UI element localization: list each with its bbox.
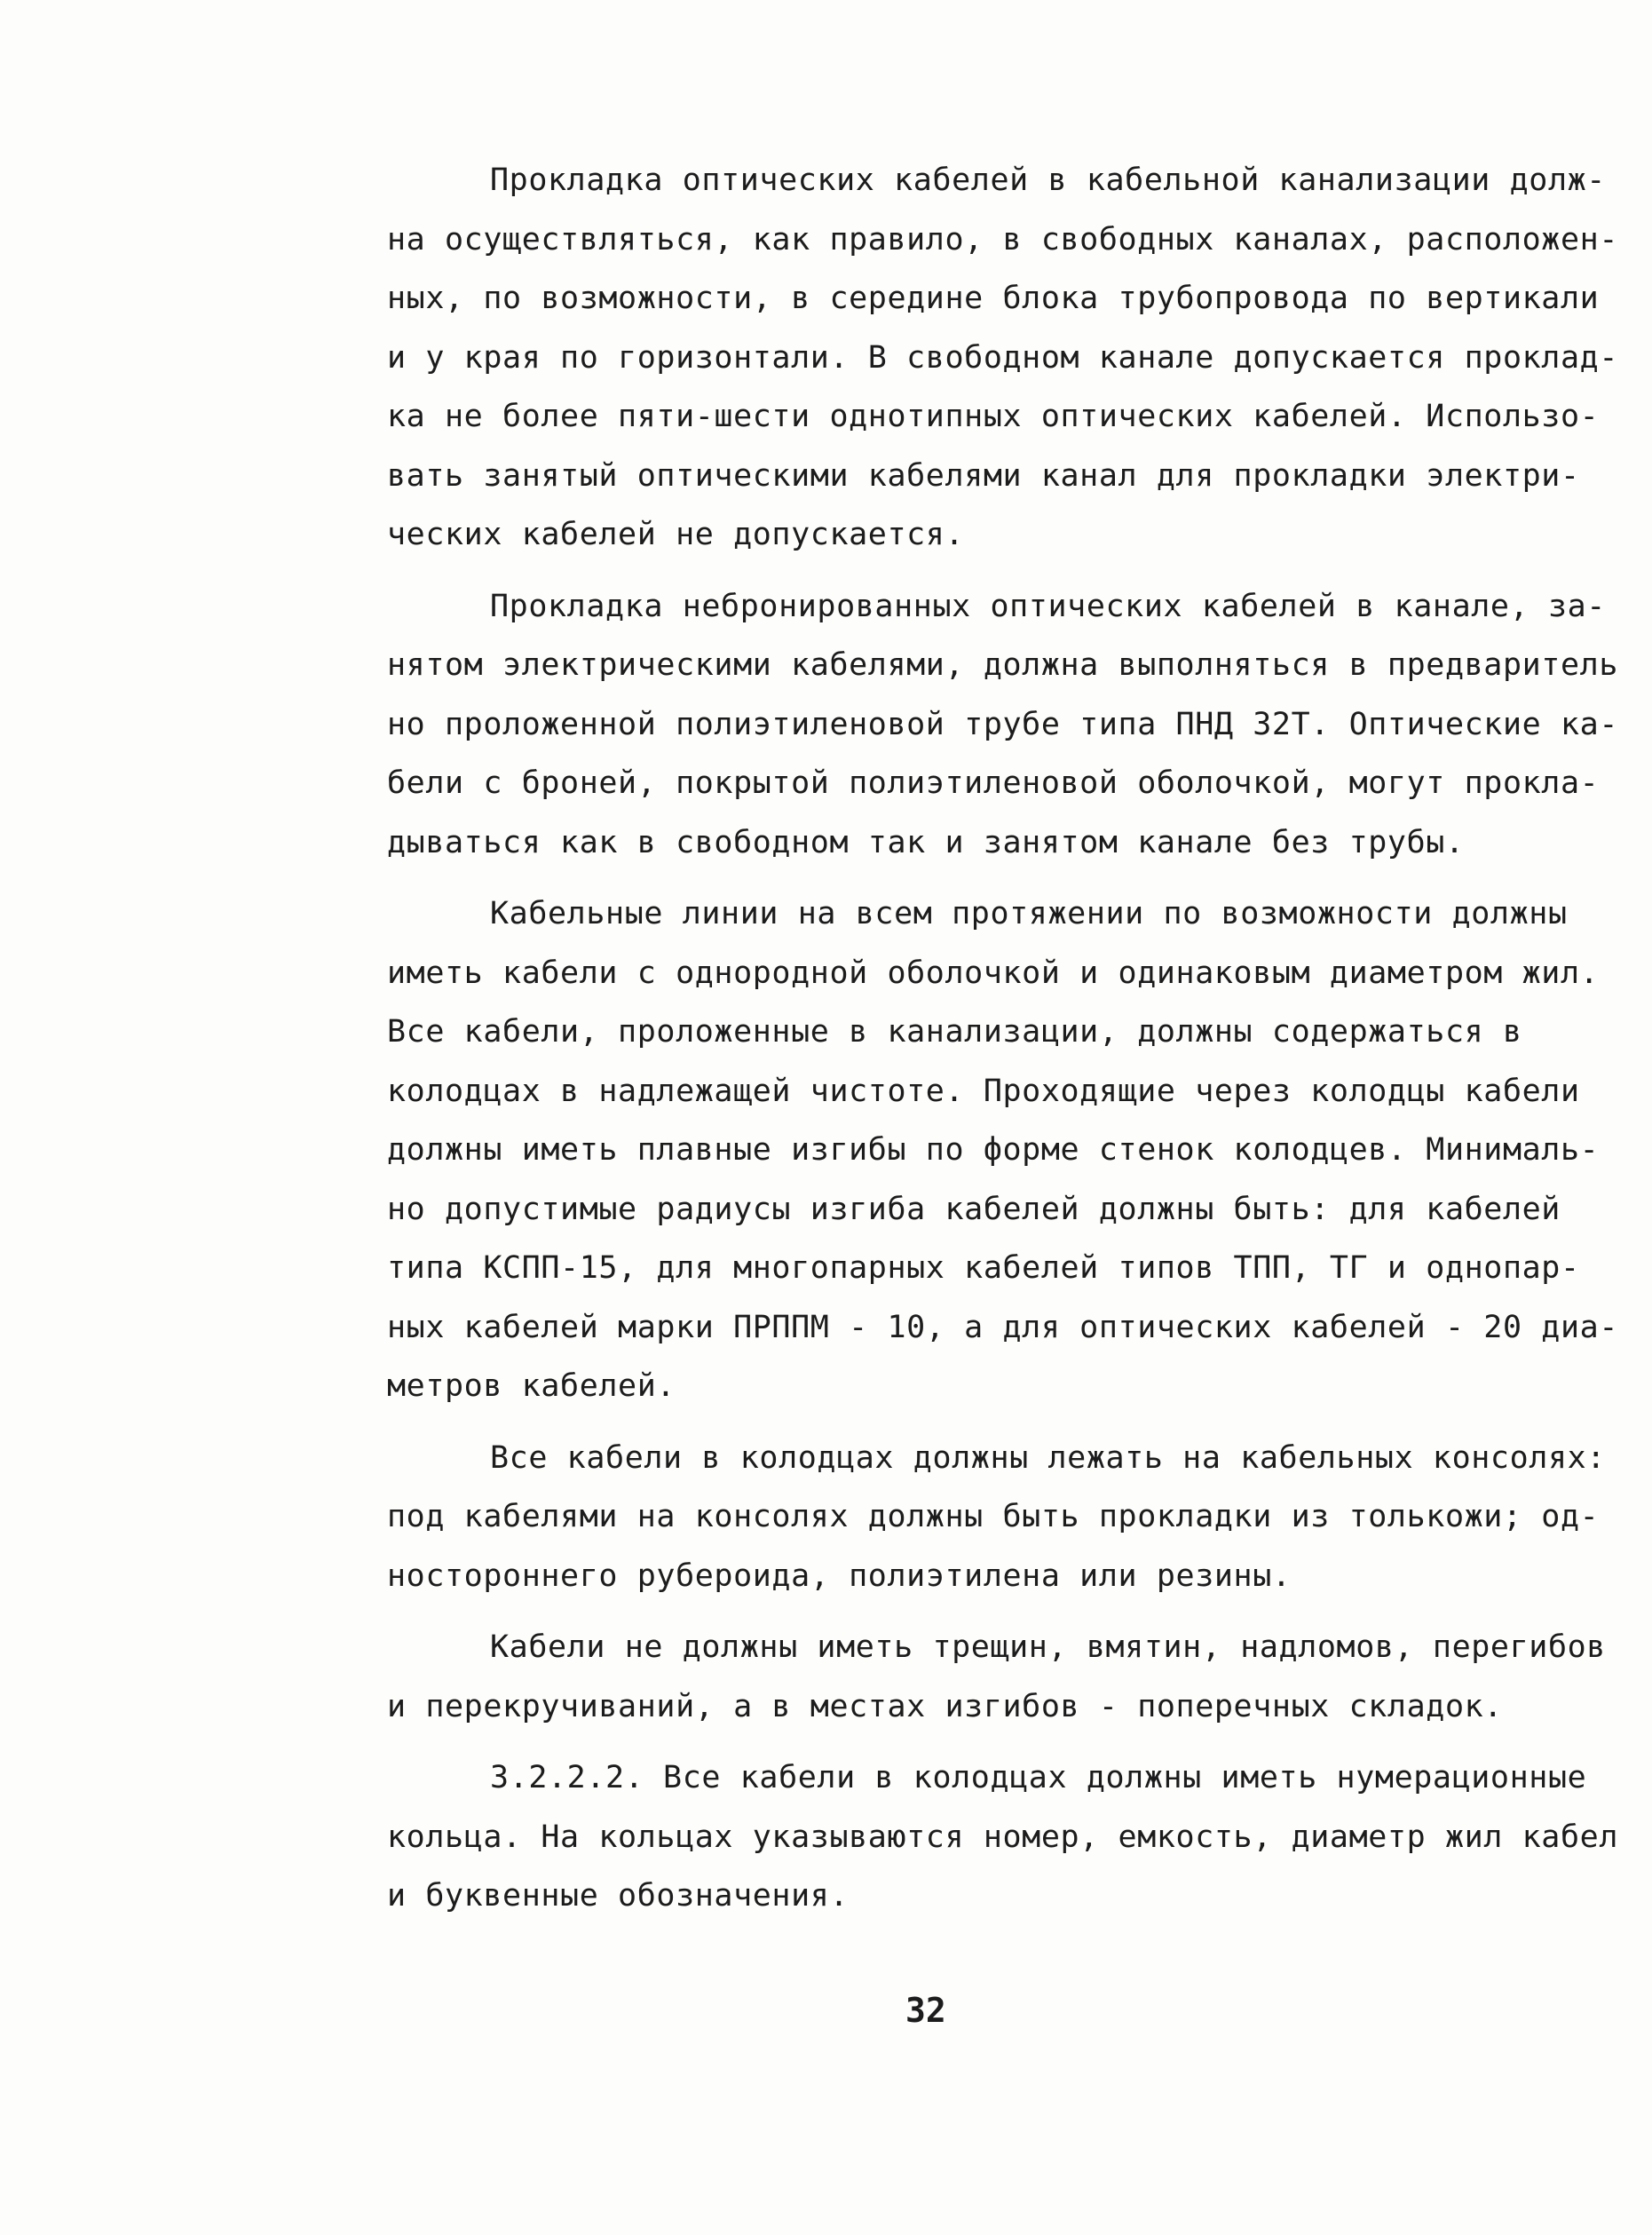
text-line: ческих кабелей не допускается. [387, 517, 965, 552]
text-line: ных, по возможности, в середине блока трубопровода по вертикали [387, 281, 1600, 316]
text-line: ных кабелей марки ПРППМ - 10, а для оптических кабелей - 20 диа- [387, 1309, 1618, 1345]
text-line: колодцах в надлежащей чистоте. Проходящие через колодцы кабели [387, 1073, 1580, 1109]
text-line: под кабелями на консолях должны быть прокладки из толькожи; од- [387, 1499, 1600, 1534]
text-line: бели с броней, покрытой полиэтиленовой оболочкой, могут прокла- [387, 765, 1600, 801]
text-line: Все кабели, проложенные в канализации, должны содержаться в [387, 1014, 1522, 1050]
text-line: метров кабелей. [387, 1368, 676, 1404]
paragraph-4 [387, 1429, 1606, 1606]
text-line: Прокладка оптических кабелей в кабельной канализации долж- [490, 162, 1606, 198]
text-line: должны иметь плавные изгибы по форме стенок колодцев. Минималь- [387, 1132, 1600, 1168]
paragraph-3 [387, 884, 1618, 1416]
text-line: типа КСПП-15, для многопарных кабелей типов ТПП, ТГ и однопар- [387, 1250, 1580, 1286]
text-line: ностороннего рубероида, полиэтилена или резины. [387, 1557, 1292, 1594]
text-line: нятом электрическими кабелями, должна выполняться в предваритель [387, 647, 1618, 683]
paragraph-6 [387, 1748, 1618, 1926]
text-line: и у края по горизонтали. В свободном канале допускается проклад- [387, 339, 1618, 376]
text-line: дываться как в свободном так и занятом канале без трубы. [387, 824, 1465, 860]
text-line: вать занятый оптическими кабелями канал для прокладки электри- [387, 457, 1580, 494]
text-line: кольца. На кольцах указываются номер, емкость, диаметр жил кабел [387, 1819, 1618, 1855]
body-text [387, 151, 1618, 1938]
text-line: 3.2.2.2. Все кабели в колодцах должны иметь нумерационные [490, 1760, 1587, 1795]
paragraph-2 [387, 577, 1618, 873]
text-line: но проложенной полиэтиленовой трубе типа ПНД 32Т. Оптические ка- [387, 706, 1618, 742]
text-line: Прокладка небронированных оптических кабелей в канале, за- [490, 588, 1606, 624]
paragraph-1 [387, 151, 1618, 565]
text-line: и перекручиваний, а в местах изгибов - поперечных складок. [387, 1688, 1503, 1724]
text-line: Кабели не должны иметь трещин, вмятин, надломов, перегибов [490, 1629, 1606, 1665]
text-line: но допустимые радиусы изгиба кабелей должны быть: для кабелей [387, 1191, 1561, 1227]
paragraph-5 [387, 1618, 1606, 1736]
text-line: и буквенные обозначения. [387, 1878, 850, 1914]
page-number: 32 [905, 1991, 946, 2030]
text-line: Кабельные линии на всем протяжении по возможности должны [490, 896, 1568, 931]
text-line: Все кабели в колодцах должны лежать на кабельных консолях: [490, 1439, 1606, 1476]
text-line: иметь кабели с однородной оболочкой и одинаковым диаметром жил. [387, 955, 1600, 991]
text-line: на осуществляться, как правило, в свободных каналах, расположен- [387, 221, 1618, 258]
text-line: ка не более пяти-шести однотипных оптических кабелей. Использо- [387, 399, 1600, 434]
